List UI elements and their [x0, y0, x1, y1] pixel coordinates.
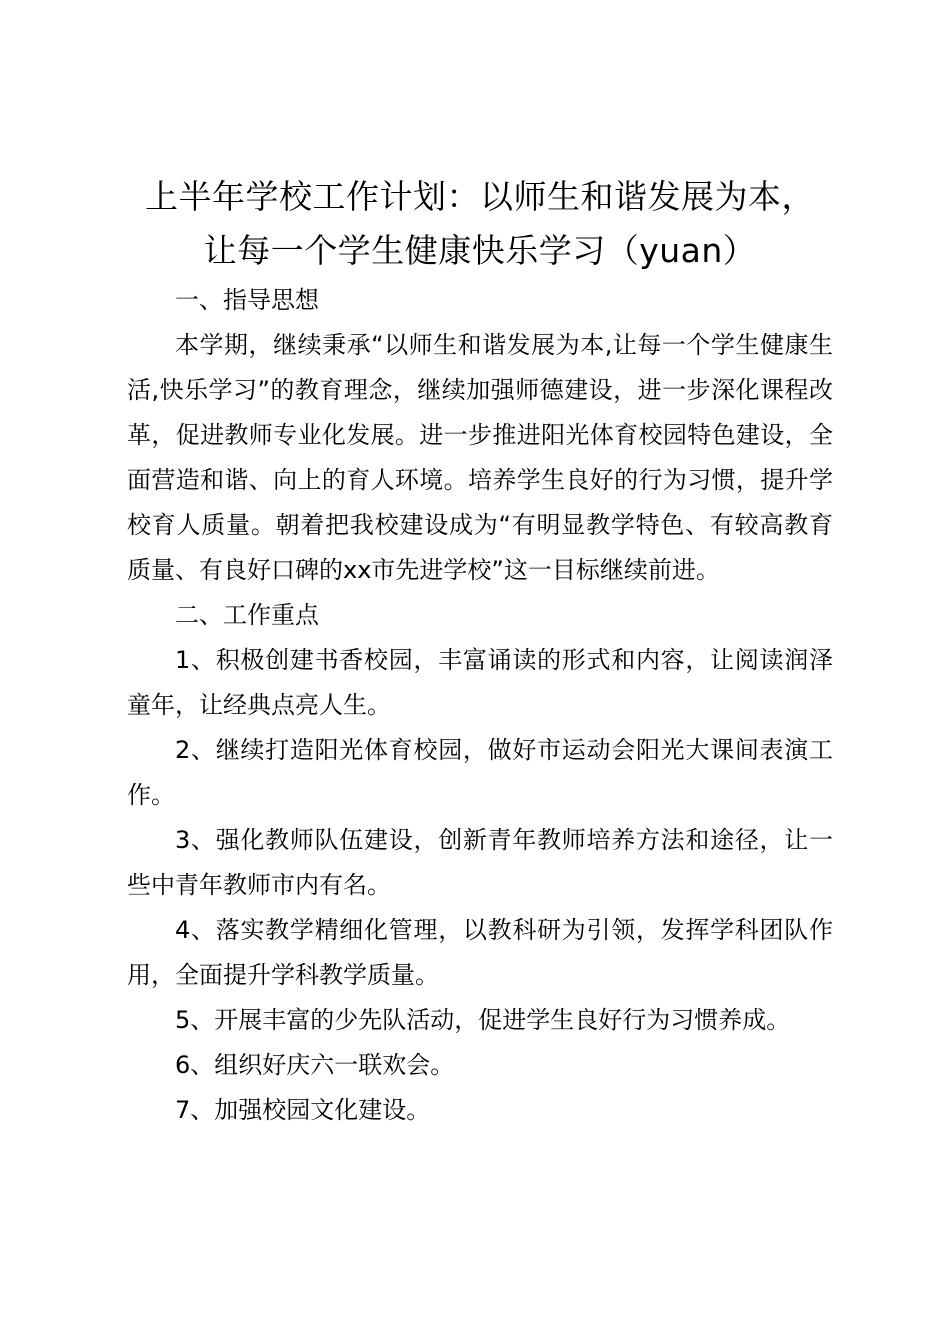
work-focus-item: 4、落实教学精细化管理，以教科研为引领，发挥学科团队作用，全面提升学科教学质量。 — [127, 916, 833, 989]
title-line-1: 上半年学校工作计划：以师生和谐发展为本， — [145, 177, 815, 216]
work-focus-item: 1、积极创建书香校园，丰富诵读的形式和内容，让阅读润泽童年，让经典点亮人生。 — [127, 646, 833, 719]
section-heading-guiding-ideology: 一、指导思想 — [175, 286, 319, 314]
work-focus-item: 2、继续打造阳光体育校园，做好市运动会阳光大课间表演工作。 — [127, 736, 833, 809]
work-focus-item: 3、强化教师队伍建设，创新青年教师培养方法和途径，让一些中青年教师市内有名。 — [127, 826, 833, 899]
document-page — [127, 170, 833, 1133]
document-title — [127, 170, 833, 278]
section-heading-work-focus: 二、工作重点 — [175, 601, 319, 629]
work-focus-item: 5、开展丰富的少先队活动，促进学生良好行为习惯养成。 — [175, 1006, 791, 1034]
work-focus-item: 7、加强校园文化建设。 — [175, 1096, 431, 1124]
title-line-2: 让每一个学生健康快乐学习（yuan） — [203, 231, 757, 270]
work-focus-item: 6、组织好庆六一联欢会。 — [175, 1051, 455, 1079]
guiding-ideology-paragraph: 本学期，继续秉承“以师生和谐发展为本,让每一个学生健康生活,快乐学习”的教育理念，继续加强师德建设，进一步深化课程改革，促进教师专业化发展。进一步推进阳光体育校园特色建设，全面营造和谐、向上的育人环境。培养学生良好的行为习惯，提升学校育人质量。朝着把我校建设成为“有明显教学特色、有较高教育质量、有良好口碑的xx市先进学校”这一目标继续前进。 — [127, 331, 833, 584]
